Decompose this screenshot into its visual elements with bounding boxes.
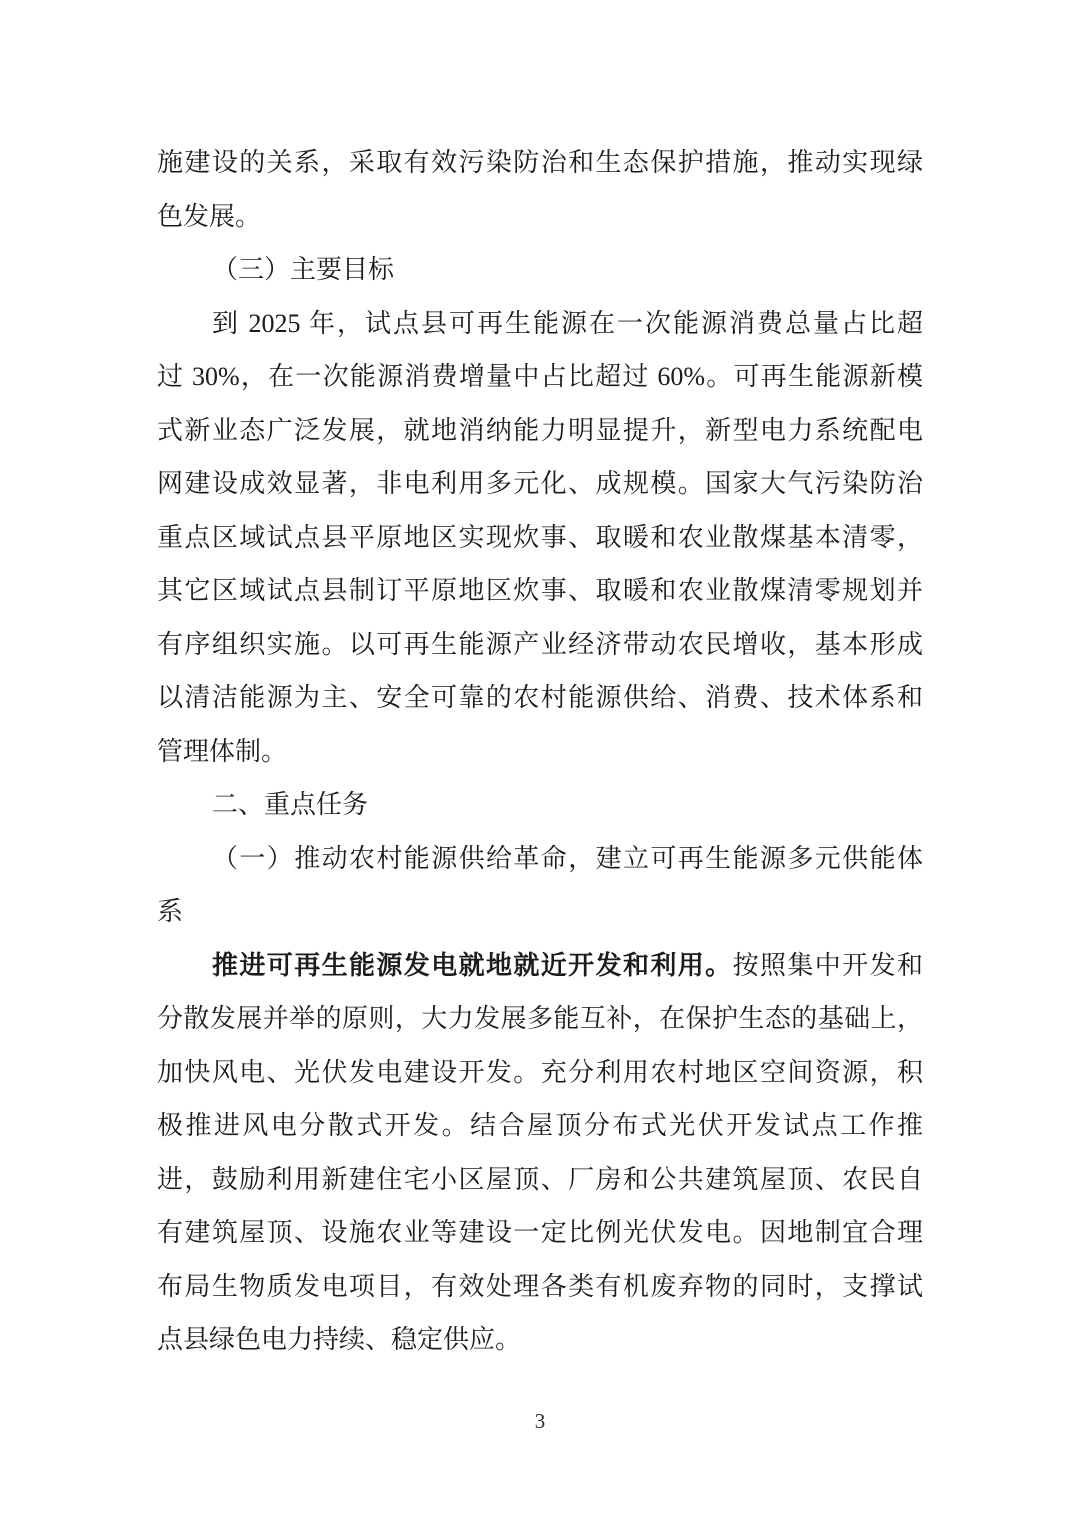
text-run: 施建设的关系，采取有效污染防治和生态保护措施，推动实现绿 xyxy=(157,148,923,177)
text-run: 式新业态广泛发展，就地消纳能力明显提升，新型电力系统配电 xyxy=(157,415,923,445)
text-run: 按照集中开发和 xyxy=(732,950,923,980)
text-line xyxy=(157,297,923,351)
text-run: 布局生物质发电项目，有效处理各类有机废弃物的同时，支撑试 xyxy=(157,1271,923,1301)
text-line xyxy=(157,939,923,993)
bold-run: 推进可再生能源发电就地就近开发和利用。 xyxy=(212,950,733,980)
text-run: 有序组织实施。以可再生能源产业经济带动农民增收，基本形成 xyxy=(157,629,923,659)
text-line xyxy=(157,404,923,458)
text-run: 管理体制。 xyxy=(157,736,288,766)
text-run: 进，鼓励利用新建住宅小区屋顶、厂房和公共建筑屋顶、农民自 xyxy=(157,1164,923,1194)
text-line xyxy=(157,992,923,1046)
text-line xyxy=(157,564,923,618)
text-run: 点县绿色电力持续、稳定供应。 xyxy=(157,1325,522,1354)
text-line xyxy=(157,190,923,244)
text-run: 极推进风电分散式开发。结合屋顶分布式光伏开发试点工作推 xyxy=(157,1111,923,1140)
text-line xyxy=(157,243,923,297)
text-line xyxy=(157,511,923,565)
text-line xyxy=(157,457,923,511)
text-run: 有建筑屋顶、设施农业等建设一定比例光伏发电。因地制宜合理 xyxy=(157,1218,923,1247)
text-run: （一）推动农村能源供给革命，建立可再生能源多元供能体 xyxy=(212,843,923,873)
text-line xyxy=(157,350,923,404)
text-line xyxy=(157,832,923,886)
text-run: 网建设成效显著，非电利用多元化、成规模。国家大气污染防治 xyxy=(157,469,923,498)
text-run: 系 xyxy=(157,897,184,926)
text-line xyxy=(157,885,923,939)
text-line xyxy=(157,1313,923,1367)
text-run: 色发展。 xyxy=(157,201,262,231)
text-line xyxy=(157,1153,923,1207)
text-run: 以清洁能源为主、安全可靠的农村能源供给、消费、技术体系和 xyxy=(157,683,923,712)
text-run: 二、重点任务 xyxy=(212,790,369,819)
text-run: 到 2025 年，试点县可再生能源在一次能源消费总量占比超 xyxy=(212,308,923,338)
text-line xyxy=(157,671,923,725)
text-line xyxy=(157,725,923,779)
text-run: 分散发展并举的原则，大力发展多能互补，在保护生态的基础上， xyxy=(157,1004,923,1033)
text-line xyxy=(157,778,923,832)
text-line xyxy=(157,1099,923,1153)
text-line xyxy=(157,618,923,672)
text-line xyxy=(157,1206,923,1260)
text-run: 过 30%，在一次能源消费增量中占比超过 60%。可再生能源新模 xyxy=(157,362,923,391)
page-number: 3 xyxy=(534,1409,546,1433)
text-run: （三）主要目标 xyxy=(212,255,395,284)
text-run: 加快风电、光伏发电建设开发。充分利用农村地区空间资源，积 xyxy=(157,1057,923,1087)
text-run: 重点区域试点县平原地区实现炊事、取暖和农业散煤基本清零， xyxy=(157,522,923,552)
text-line xyxy=(157,1260,923,1314)
document-body xyxy=(157,136,923,1367)
text-line xyxy=(157,1046,923,1100)
text-run: 其它区域试点县制订平原地区炊事、取暖和农业散煤清零规划并 xyxy=(157,576,923,605)
text-line xyxy=(157,136,923,190)
